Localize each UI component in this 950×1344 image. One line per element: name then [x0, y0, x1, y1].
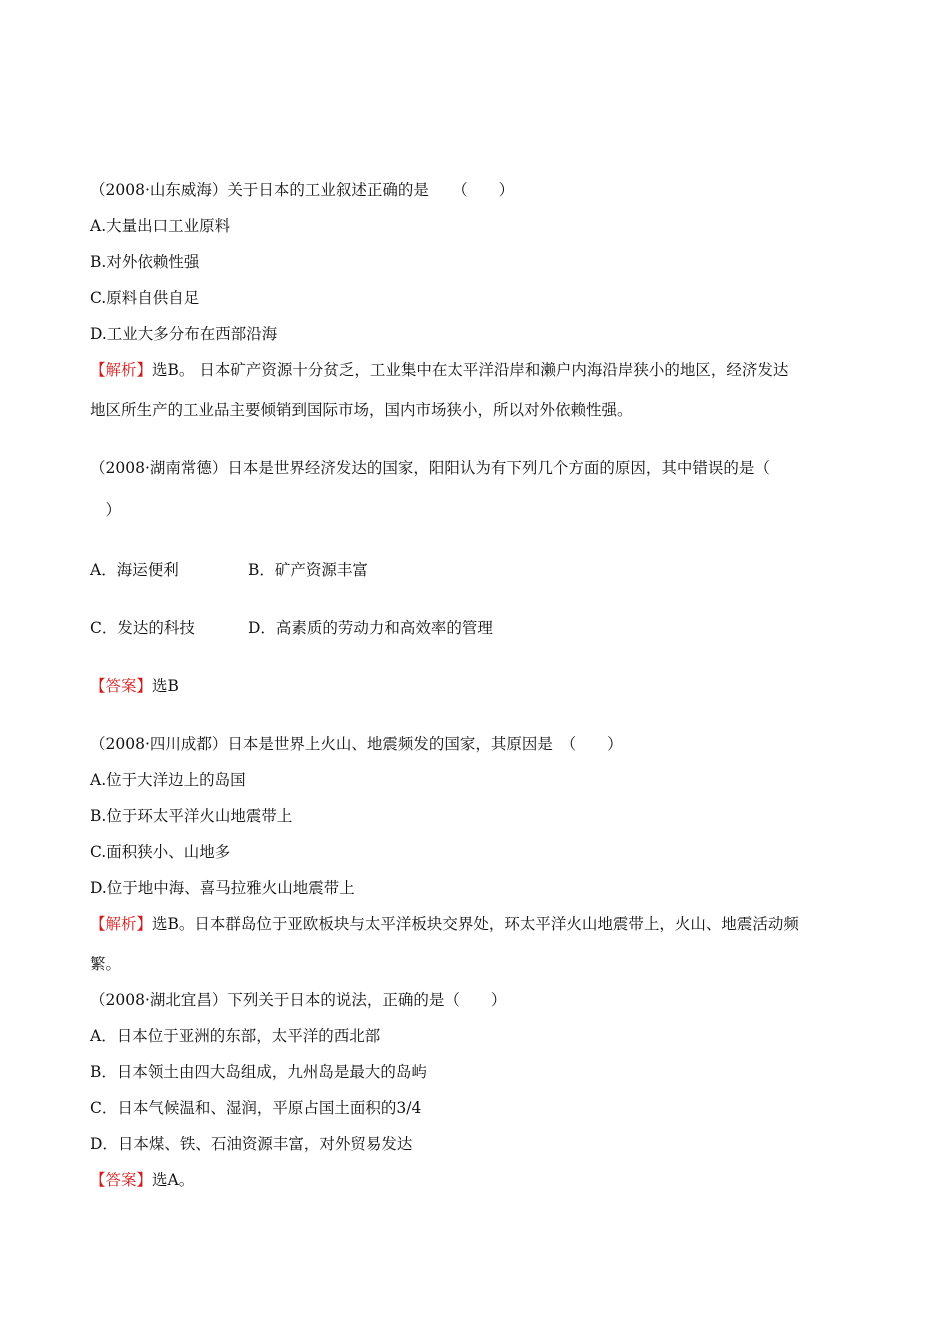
- q2-answer-text: 选B: [152, 677, 179, 695]
- q2-stem-line1: （2008·湖南常德）日本是世界经济发达的国家，阳阳认为有下列几个方面的原因，其中错误的是（: [90, 459, 770, 477]
- q4-option-a: A．日本位于亚洲的东部，太平洋的西北部: [90, 1027, 381, 1045]
- q3-option-a: A.位于大洋边上的岛国: [90, 771, 246, 789]
- q4-option-d: D．日本煤、铁、石油资源丰富，对外贸易发达: [90, 1135, 413, 1153]
- q2-option-b: B．矿产资源丰富: [248, 561, 368, 579]
- q1-analysis-tag: 【解析】: [90, 361, 153, 379]
- q1-stem: （2008·山东威海）关于日本的工业叙述正确的是 （ ）: [90, 181, 515, 199]
- q3-option-b: B.位于环太平洋火山地震带上: [90, 807, 293, 825]
- q1-option-d: D.工业大多分布在西部沿海: [90, 325, 278, 343]
- q1-option-a: A.大量出口工业原料: [90, 217, 231, 235]
- q4-stem: （2008·湖北宜昌）下列关于日本的说法，正确的是（ ）: [90, 991, 507, 1009]
- q2-option-a: A．海运便利: [90, 561, 179, 579]
- q2-answer-tag: 【答案】: [90, 677, 153, 695]
- q2-answer: [90, 676, 179, 696]
- q2-option-c: C．发达的科技: [90, 619, 195, 637]
- q2-stem-line2: ）: [90, 501, 122, 519]
- q3-analysis-line2: 繁。: [90, 955, 122, 973]
- q3-analysis-tag: 【解析】: [90, 915, 153, 933]
- q2-option-d: D．高素质的劳动力和高效率的管理: [248, 619, 493, 637]
- q4-answer: [90, 1170, 194, 1190]
- q1-option-b: B.对外依赖性强: [90, 253, 200, 271]
- q1-analysis-line1: [90, 360, 788, 380]
- q3-analysis-line1: [90, 914, 799, 934]
- q4-option-c: C．日本气候温和、湿润，平原占国土面积的3/4: [90, 1099, 422, 1117]
- q1-option-c: C.原料自供自足: [90, 289, 200, 307]
- q1-analysis-text: 选B。 日本矿产资源十分贫乏，工业集中在太平洋沿岸和濑户内海沿岸狭小的地区，经济发达: [152, 361, 789, 379]
- q3-stem: （2008·四川成都）日本是世界上火山、地震频发的国家，其原因是 （ ）: [90, 735, 623, 753]
- q3-option-d: D.位于地中海、喜马拉雅火山地震带上: [90, 879, 355, 897]
- q4-answer-text: 选A。: [152, 1171, 195, 1189]
- q4-answer-tag: 【答案】: [90, 1171, 153, 1189]
- q3-analysis-text: 选B。日本群岛位于亚欧板块与太平洋板块交界处，环太平洋火山地震带上，火山、地震活动频: [152, 915, 799, 933]
- q3-option-c: C.面积狭小、山地多: [90, 843, 231, 861]
- q1-analysis-line2: 地区所生产的工业品主要倾销到国际市场，国内市场狭小，所以对外依赖性强。: [90, 401, 633, 419]
- q4-option-b: B．日本领土由四大岛组成，九州岛是最大的岛屿: [90, 1063, 427, 1081]
